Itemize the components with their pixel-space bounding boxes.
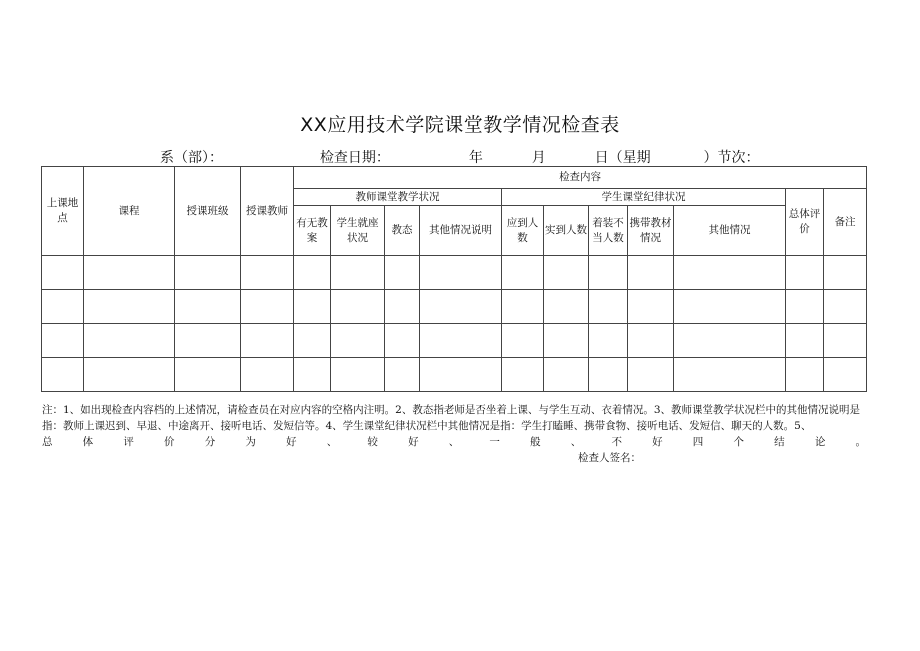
notes — [42, 402, 866, 450]
notes-overall-line: 总体评价分为好、较好、一般、不好四个结论。 — [42, 436, 866, 448]
col-actual: 实到人数 — [544, 206, 589, 256]
day-label: 日（星期 — [594, 150, 651, 166]
col-lesson-plan: 有无教案 — [294, 206, 331, 256]
col-improper-dress: 着装不当人数 — [589, 206, 628, 256]
col-seating: 学生就座状况 — [331, 206, 385, 256]
signer-label: 检查人签名： — [578, 452, 641, 464]
col-student-other: 其他情况 — [674, 206, 786, 256]
notes-text: 注：1、如出现检查内容档的上述情况，请检查员在对应内容的空格内注明。2、教态指老师是否坐着上课、与学生互动、衣着情况。3、教师课堂教学状况栏中的其他情况说明是指：教师上课迟到、早退、中途离开、接听电话、发短信等。4、学生课堂纪律状况栏中其他情况是指：学生打瞌睡、携带食物、接听电话、发短信、聊天的人数。5、 — [42, 404, 861, 432]
col-overall: 总体评价 — [786, 189, 824, 256]
page-title: XX应用技术学院课堂教学情况检查表 — [300, 114, 620, 136]
col-course: 课程 — [84, 167, 175, 256]
col-teacher: 授课教师 — [241, 167, 294, 256]
year-label: 年 — [468, 150, 483, 166]
table-row — [42, 290, 867, 324]
table-row — [42, 256, 867, 290]
department-blank[interactable] — [239, 152, 313, 167]
col-materials: 携带教材情况 — [628, 206, 674, 256]
inspection-table — [41, 166, 867, 392]
col-location: 上课地点 — [42, 167, 84, 256]
check-content-header: 检查内容 — [294, 167, 867, 189]
header-fields — [160, 147, 760, 167]
period-label: ）节次： — [703, 150, 760, 166]
student-discipline-header: 学生课堂纪律状况 — [502, 189, 786, 206]
col-teacher-other: 其他情况说明 — [420, 206, 502, 256]
header-row-1 — [42, 167, 867, 189]
col-expected: 应到人数 — [502, 206, 544, 256]
table-row — [42, 324, 867, 358]
department-label: 系（部）： — [160, 150, 223, 166]
teacher-status-header: 教师课堂教学状况 — [294, 189, 502, 206]
col-manner: 教态 — [385, 206, 420, 256]
table-row — [42, 358, 867, 392]
day-blank[interactable] — [550, 152, 590, 167]
month-blank[interactable] — [487, 152, 527, 167]
date-label: 检查日期： — [319, 150, 390, 166]
weekday-blank[interactable] — [659, 152, 699, 167]
col-remarks: 备注 — [824, 189, 867, 256]
year-blank[interactable] — [402, 152, 464, 167]
col-class: 授课班级 — [175, 167, 241, 256]
month-label: 月 — [531, 150, 546, 166]
